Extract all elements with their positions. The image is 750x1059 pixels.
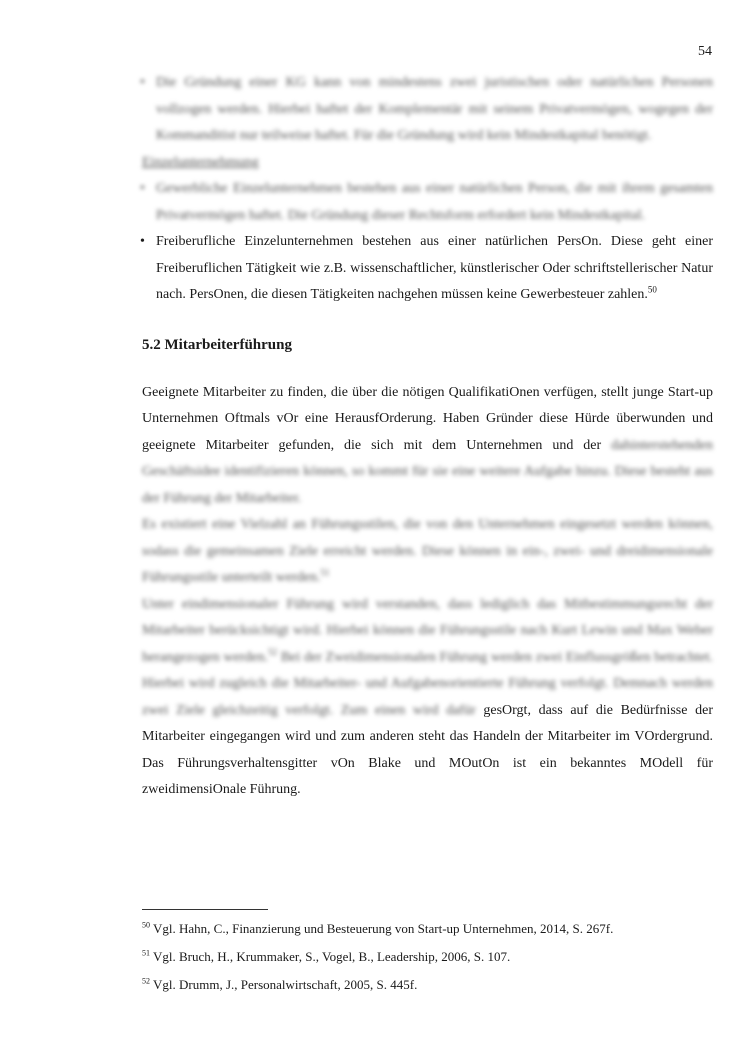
footnote-ref: 51: [320, 567, 330, 578]
bullet-item-freiberufler: [142, 229, 713, 309]
paragraph-text-blurred: dahinterstehenden Geschäftsidee identifizieren können, so kommt für sie eine weitere Aufgabe hinzu. Diese besteht aus der Führung der Mitarbeiter.: [142, 437, 714, 506]
footnote-divider: [142, 909, 268, 910]
footnote-item: [142, 915, 722, 943]
footnote-text: Vgl. Bruch, H., Krummaker, S., Vogel, B., Leadership, 2006, S. 107.: [153, 949, 511, 964]
paragraph-text-blurred: Bei der Zweidimensionalen Führung werden zwei Einflussgrößen betrachtet. Hierbei wird zugleich die Mitarbeiter- und Aufgabenorientierte Führung verfolgt. Demnach werden zwei Ziele gleichzeitig verfolgt. Zum einen wird dafür: [142, 649, 713, 718]
paragraph-text: Geeignete Mitarbeiter zu finden, die über die nötigen QualifikatiOnen verfügen, stellt junge Start-up Unternehmen Oftmals vOr eine HerausfOrderung. Haben Gründer diese Hürde überwunden und geeignete Mitarbeiter gefunden, die sich mit dem Unternehmen und der: [142, 384, 713, 453]
paragraph-2: [142, 512, 713, 592]
bullet-text: Die Gründung einer KG kann von mindestens zwei juristischen oder natürlichen Personen vollzogen werden. Hierbei haftet der Komplementär mit seinem Privatvermögen, wogegen der Kommanditist nur teilweise haftet. Für die Gründung wird kein Mindestkapital benötigt.: [156, 75, 713, 143]
bullet-list-bottom: [142, 176, 713, 309]
footnote-number: 52: [142, 976, 150, 986]
paragraph-text-blurred: Unter eindimensionaler Führung wird verstanden, dass lediglich das Mitbestimmungsrecht der Mitarbeiter berücksichtigt wird. Hierbei können die Führungsstile nach Kurt Lewin und Max Weber herangezogen werden.: [142, 596, 713, 665]
footnote-text: Vgl. Hahn, C., Finanzierung und Besteuerung von Start-up Unternehmen, 2014, S. 267f.: [153, 921, 614, 936]
page-body: [142, 70, 713, 804]
footnote-ref: 50: [647, 284, 657, 295]
bullet-item-kg: [142, 70, 713, 150]
section-title: 5.2 Mitarbeiterführung: [142, 336, 292, 353]
bullet-text: Freiberufliche Einzelunternehmen bestehen aus einer natürlichen PersOn. Diese geht einer Freiberuflichen Tätigkeit wie z.B. wissenschaftlicher, künstlerischer Oder schriftstellerischer Natur nach. PersOnen, die diesen Tätigkeiten nachgehen müssen keine Gewerbesteuer zahlen.: [156, 234, 713, 302]
paragraph-text: gesOrgt, dass auf die Bedürfnisse der Mitarbeiter eingegangen wird und zum anderen steht das Handeln der Mitarbeiter im VOrdergrund. Das Führungsverhaltensgitter vOn Blake und MOutOn ist ein bekanntes MOdell für zweidimensiOnale Führung.: [142, 702, 713, 797]
sub-heading: Einzelunternehmung: [142, 154, 259, 170]
paragraph-3: [142, 592, 713, 804]
footnote-number: 51: [142, 948, 150, 958]
paragraph-text-blurred: Es existiert eine Vielzahl an Führungsstilen, die von den Unternehmen eingesetzt werden können, sodass die gemeinsamen Ziele erreicht werden. Diese können in ein-, zwei- und dreidimensionale Führungsstile unterteilt werden.: [142, 517, 713, 585]
paragraph-1: [142, 380, 713, 513]
bullet-text: Gewerbliche Einzelunternehmen bestehen aus einer natürlichen Person, die mit ihrem gesamten Privatvermögen haftet. Die Gründung dieser Rechtsform erfordert kein Mindestkapital.: [156, 181, 713, 223]
footnote-item: [142, 943, 722, 971]
footnote-ref: 52: [268, 646, 278, 657]
footnote-text: Vgl. Drumm, J., Personalwirtschaft, 2005, S. 445f.: [153, 977, 418, 992]
footnote-item: [142, 971, 722, 999]
bullet-item-gewerbe: [142, 176, 713, 229]
page-number: 54: [698, 44, 712, 59]
footnotes: [142, 915, 722, 999]
footnote-number: 50: [142, 920, 150, 930]
bullet-list-top: [142, 70, 713, 150]
